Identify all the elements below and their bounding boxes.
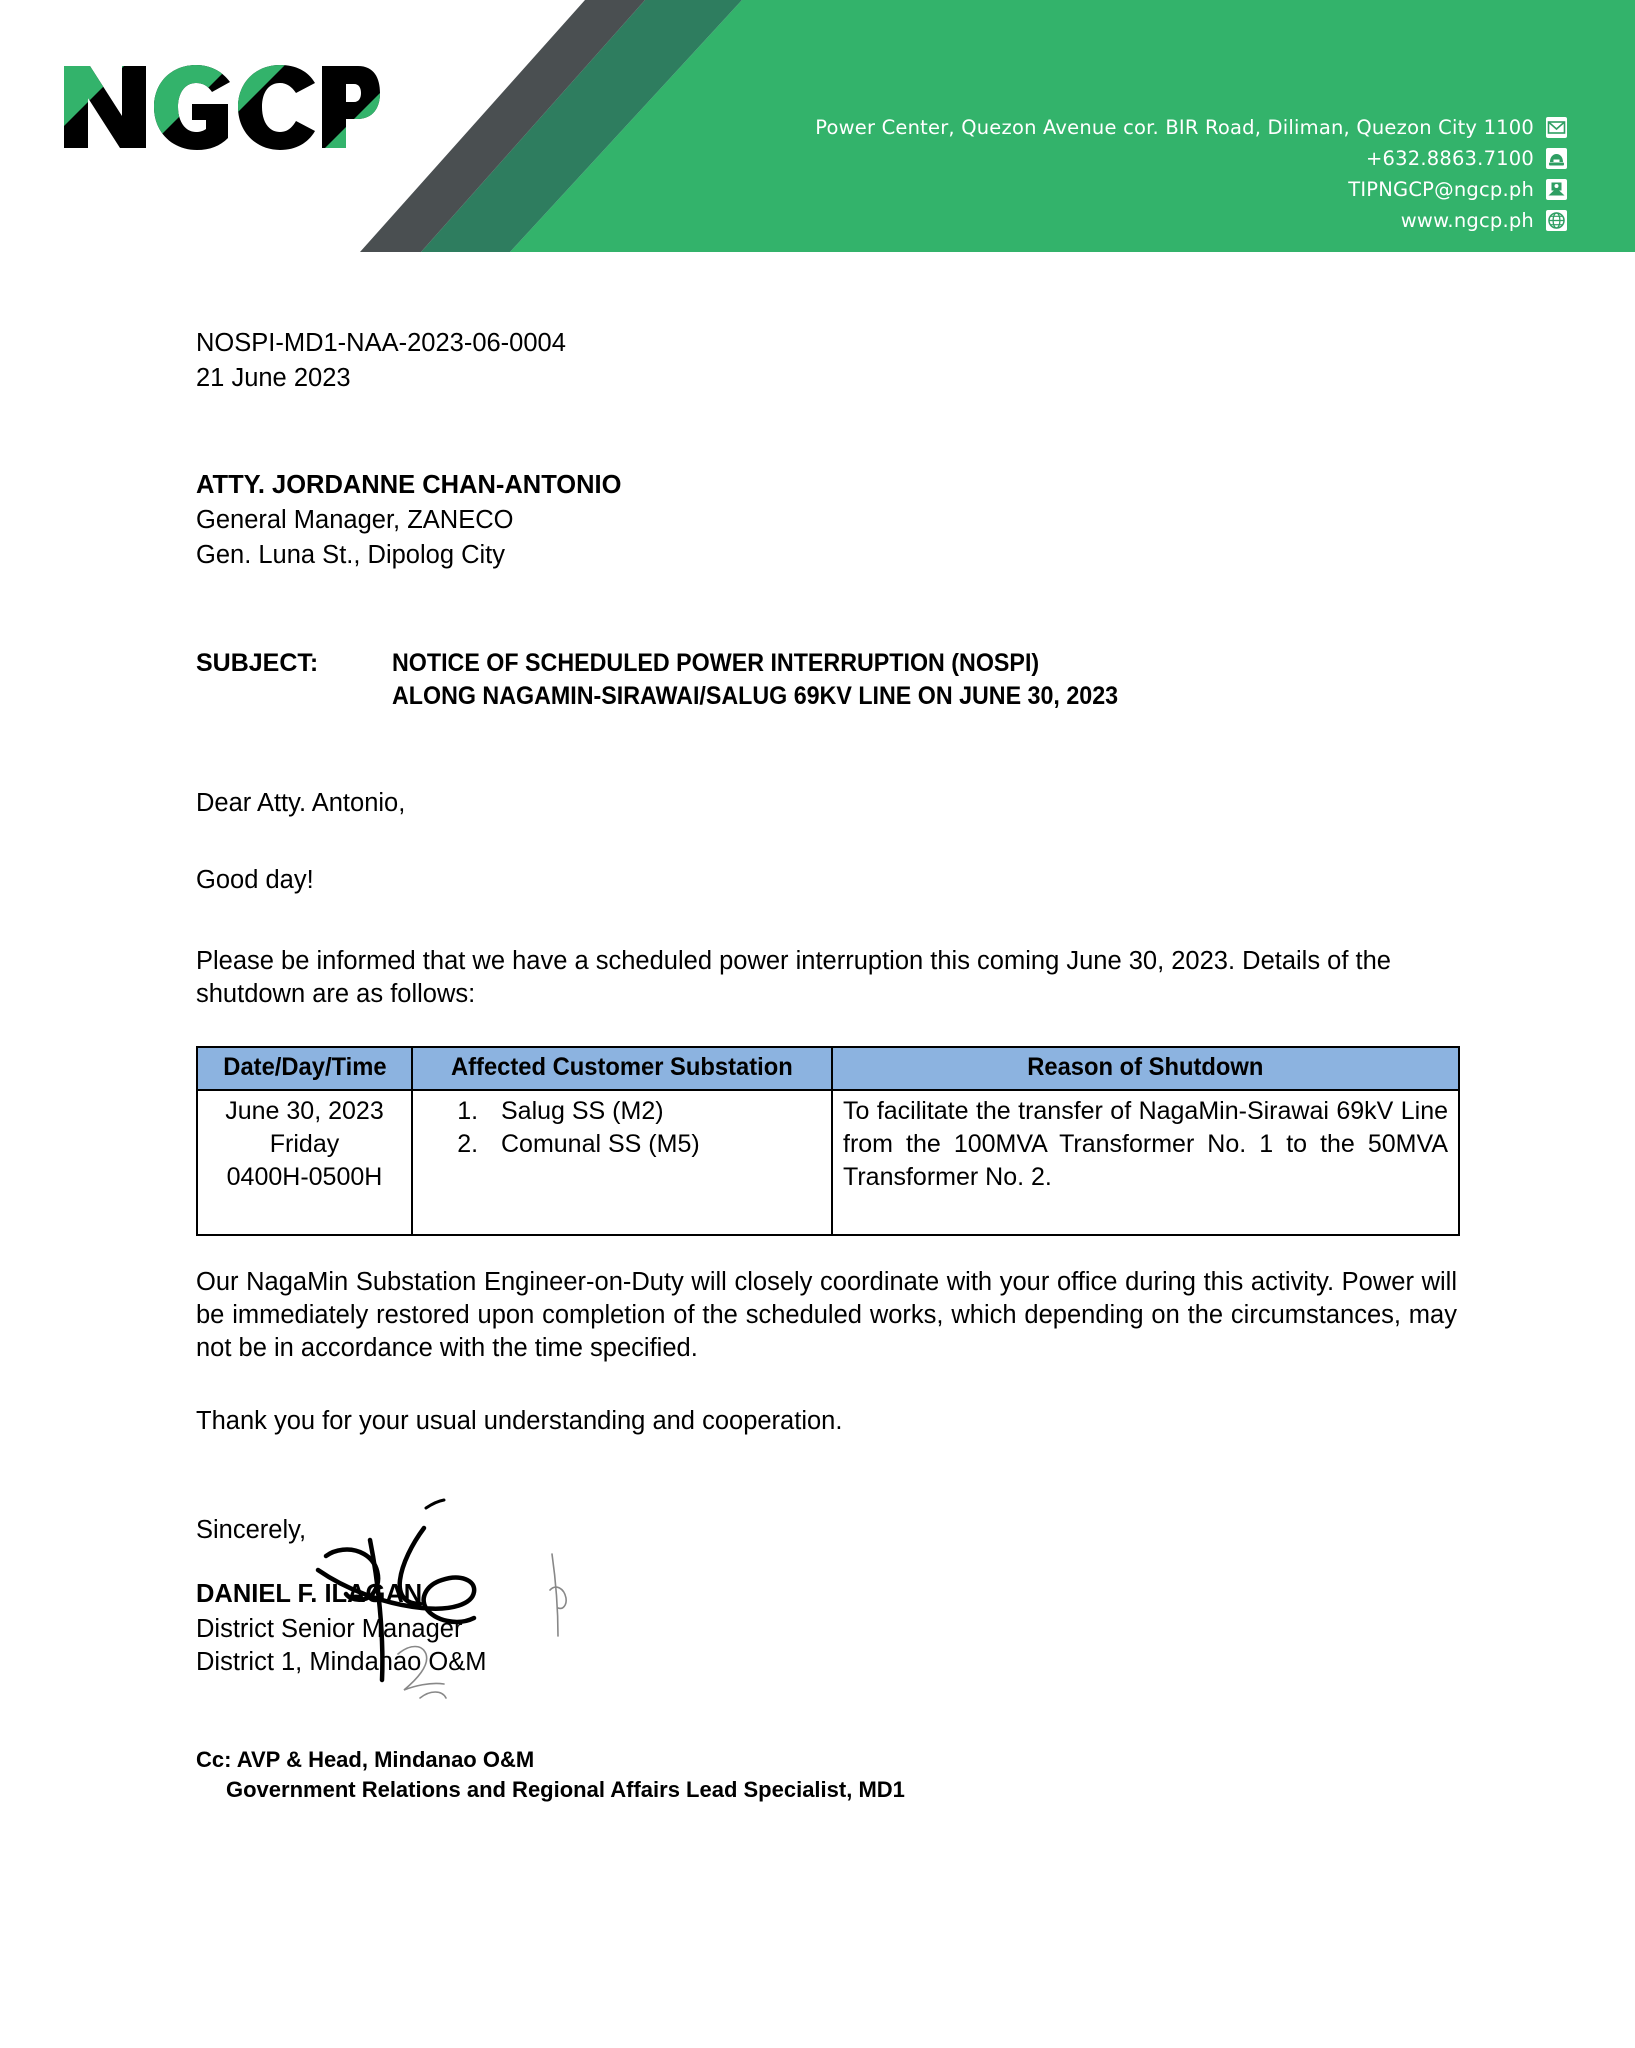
coordination-paragraph: Our NagaMin Substation Engineer-on-Duty will closely coordinate with your office during this activity. Power will be immediately restored upon completion of the scheduled works, which depending on the circumstances, may not be in accordance with the time specified. <box>196 1268 1457 1362</box>
contact-website-text: www.ngcp.ph <box>1400 209 1534 232</box>
contact-email-line <box>815 174 1567 205</box>
intro-paragraph: Please be informed that we have a scheduled power interruption this coming June 30, 2023. Details of the shutdown are as follows: <box>196 947 1391 1008</box>
salutation: Dear Atty. Antonio, <box>196 789 406 817</box>
list-item: 2. Comunal SS (M5) <box>485 1128 825 1161</box>
ngcp-logo <box>60 60 380 155</box>
cell-substations <box>412 1090 832 1235</box>
reference-number: NOSPI-MD1-NAA-2023-06-0004 <box>196 329 566 357</box>
column-header-substation-label: Affected Customer Substation <box>451 1053 793 1081</box>
substation-list <box>419 1095 825 1161</box>
letter-date: 21 June 2023 <box>196 364 351 392</box>
contact-phone-line <box>815 143 1567 174</box>
table-row <box>197 1090 1459 1235</box>
date-line-3: 0400H-0500H <box>226 1163 383 1191</box>
thanks-paragraph: Thank you for your usual understanding and cooperation. <box>196 1407 843 1435</box>
subject-text <box>392 647 1173 713</box>
cc-block <box>196 1745 1457 1805</box>
column-header-reason-label: Reason of Shutdown <box>1027 1053 1264 1081</box>
closing-salutation: Sincerely, <box>196 1516 307 1544</box>
list-item: 1. Salug SS (M2) <box>485 1095 825 1128</box>
subject-block <box>196 647 1457 713</box>
table-header-row <box>197 1047 1459 1090</box>
email-icon <box>1546 179 1567 200</box>
reference-block <box>196 326 1457 396</box>
subject-line-1: NOTICE OF SCHEDULED POWER INTERRUPTION (NOSPI) <box>392 649 1040 677</box>
column-header-date-label: Date/Day/Time <box>222 1053 387 1081</box>
signatory-department: District 1, Mindanao O&M <box>196 1648 487 1676</box>
globe-icon <box>1546 210 1567 231</box>
signatory-name: DANIEL F. ILAGAN <box>196 1580 423 1608</box>
contact-email-text: TIPNGCP@ngcp.ph <box>1348 178 1534 201</box>
column-header-date <box>197 1047 412 1090</box>
subject-label: SUBJECT: <box>196 649 319 677</box>
date-line-1: June 30, 2023 <box>225 1097 384 1125</box>
shutdown-schedule-table <box>196 1046 1460 1236</box>
letterhead-header <box>0 0 1635 258</box>
telephone-icon <box>1546 148 1567 169</box>
contact-address-text: Power Center, Quezon Avenue cor. BIR Road, Diliman, Quezon City 1100 <box>815 116 1534 139</box>
signatory-title: District Senior Manager <box>196 1615 463 1643</box>
contact-address-line <box>815 112 1567 143</box>
greeting: Good day! <box>196 866 314 894</box>
subject-line-2: ALONG NAGAMIN-SIRAWAI/SALUG 69KV LINE ON JUNE 30, 2023 <box>392 682 1119 710</box>
column-header-substation <box>412 1047 832 1090</box>
cc-line-2: Government Relations and Regional Affairs Lead Specialist, MD1 <box>226 1777 905 1802</box>
recipient-address: Gen. Luna St., Dipolog City <box>196 541 506 569</box>
contact-phone-text: +632.8863.7100 <box>1365 147 1534 170</box>
signature-block <box>196 1514 1457 1719</box>
contact-website-line <box>815 205 1567 236</box>
cc-line-1: Cc: AVP & Head, Mindanao O&M <box>196 1747 535 1772</box>
recipient-block <box>196 468 1457 573</box>
cell-reason: To facilitate the transfer of NagaMin-Sirawai 69kV Line from the 100MVA Transformer No. 1 to the 50MVA Transformer No. 2. <box>832 1090 1459 1235</box>
date-line-2: Friday <box>269 1130 340 1158</box>
letter-body <box>0 326 1635 1805</box>
header-contact-block <box>815 112 1567 236</box>
column-header-reason <box>832 1047 1459 1090</box>
cell-date <box>197 1090 412 1235</box>
recipient-name: ATTY. JORDANNE CHAN-ANTONIO <box>196 471 622 499</box>
envelope-icon <box>1546 117 1567 138</box>
recipient-position: General Manager, ZANECO <box>196 506 514 534</box>
